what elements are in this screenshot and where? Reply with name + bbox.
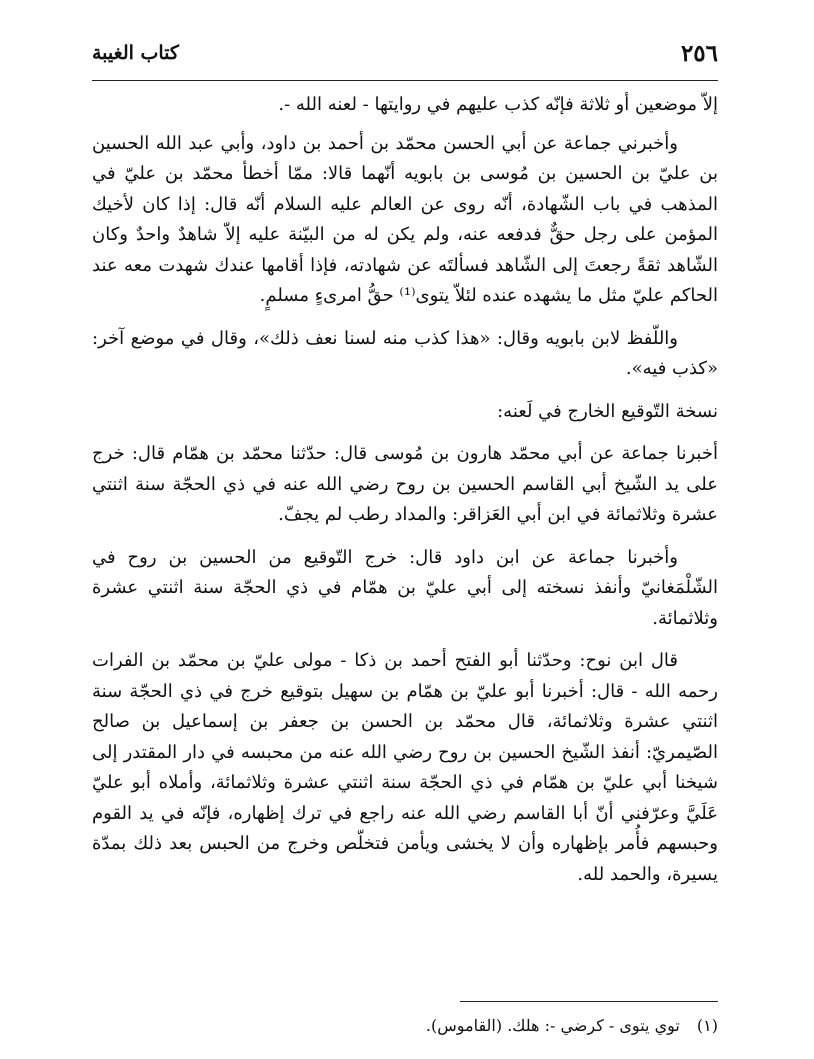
- footnote-divider: [460, 1001, 718, 1002]
- main-text: [92, 90, 718, 902]
- footnote-text: توي يتوى - كرضي -: هلك. (القاموس).: [425, 1016, 680, 1035]
- footnote-marker: (١): [696, 1016, 718, 1035]
- page-number: ٢٥٦: [680, 40, 718, 67]
- paragraph-6: وأخبرنا جماعة عن ابن داود قال: خرج التّوقيع من الحسين بن روح في الشّلْمَغانيّ وأنفذ نسخته إلى أبي عليّ بن همّام في ذي الحجّة سنة اثنتي عشرة وثلاثمائة.: [92, 546, 718, 629]
- paragraph-5: أخبرنا جماعة عن أبي محمّد هارون بن مُوسى قال: حدّثنا محمّد بن همّام قال: خرج على يد الشّيخ أبي القاسم الحسين بن روح رضي الله عنه في ذي الحجّة سنة اثنتي عشرة وثلاثمائة في ابن أبي العَزاقر: والمداد رطب لم يجفّ.: [92, 443, 718, 525]
- page-header: [92, 36, 718, 76]
- book-title: كتاب الغيبة: [92, 42, 179, 64]
- paragraph-2: وأخبرني جماعة عن أبي الحسن محمّد بن أحمد بن داود، وأبي عبد الله الحسين بن عليّ بن الحسين بن مُوسى بن بابويه أنّهما قالا: ممّا أخطأ محمّد بن عليّ في المذهب في باب الشّهادة، أنّه روى عن العالم عليه السلام أنّه قال: إذا كان لأخيك المؤمن على رجل حقٌّ فدفعه عنه، ولم يكن له من البيّنة عليه إلاّ شاهدٌ واحدٌ وكان الشّاهد ثقةً رجعتَ إلى الشّاهد فسألتَه عن شهادته، فإذا أقامها عندك شهدت معه عند الحاكم عليّ مثل ما يشهده عنده لئلاّ يتوى⁽¹⁾ حقُّ امرىءٍ مسلمٍ.: [92, 132, 718, 306]
- paragraph-7: قال ابن نوح: وحدّثنا أبو الفتح أحمد بن ذكا - مولى عليّ بن محمّد بن الفرات رحمه الله - قال: أخبرنا أبو عليّ بن همّام بن سهيل بتوقيع خرج في ذي الحجّة سنة اثنتي عشرة وثلاثمائة، قال محمّد بن الحسن بن جعفر بن إسماعيل بن صالح الصّيمريّ: أنفذ الشّيخ الحسين بن روح رضي الله عنه من محبسه في دار المقتدر إلى شيخنا أبي عليّ بن همّام في ذي الحجّة سنة اثنتي عشرة وثلاثمائة، وأملاه أبو عليّ عَلَيَّ وعرّفني أنّ أبا القاسم رضي الله عنه راجع في ترك إظهاره، فإنّه في يد القوم وحبسهم فأُمر بإظهاره وأن لا يخشى ويأمن فتخلّص وخرج من الحبس بعد ذلك بمدّة يسيرة، والحمد لله.: [92, 650, 718, 885]
- paragraph-3: واللّفظ لابن بابويه وقال: «هذا كذب منه لسنا نعف ذلك»، وقال في موضع آخر: «كذب فيه».: [92, 327, 718, 379]
- paragraph-4: نسخة التّوقيع الخارج في لَعنه:: [497, 400, 718, 422]
- footnote: [92, 1014, 718, 1038]
- paragraph-1: إلاّ موضعين أو ثلاثة فإنّه كذب عليهم في روايتها - لعنه الله -.: [278, 94, 718, 115]
- header-divider: [92, 80, 718, 81]
